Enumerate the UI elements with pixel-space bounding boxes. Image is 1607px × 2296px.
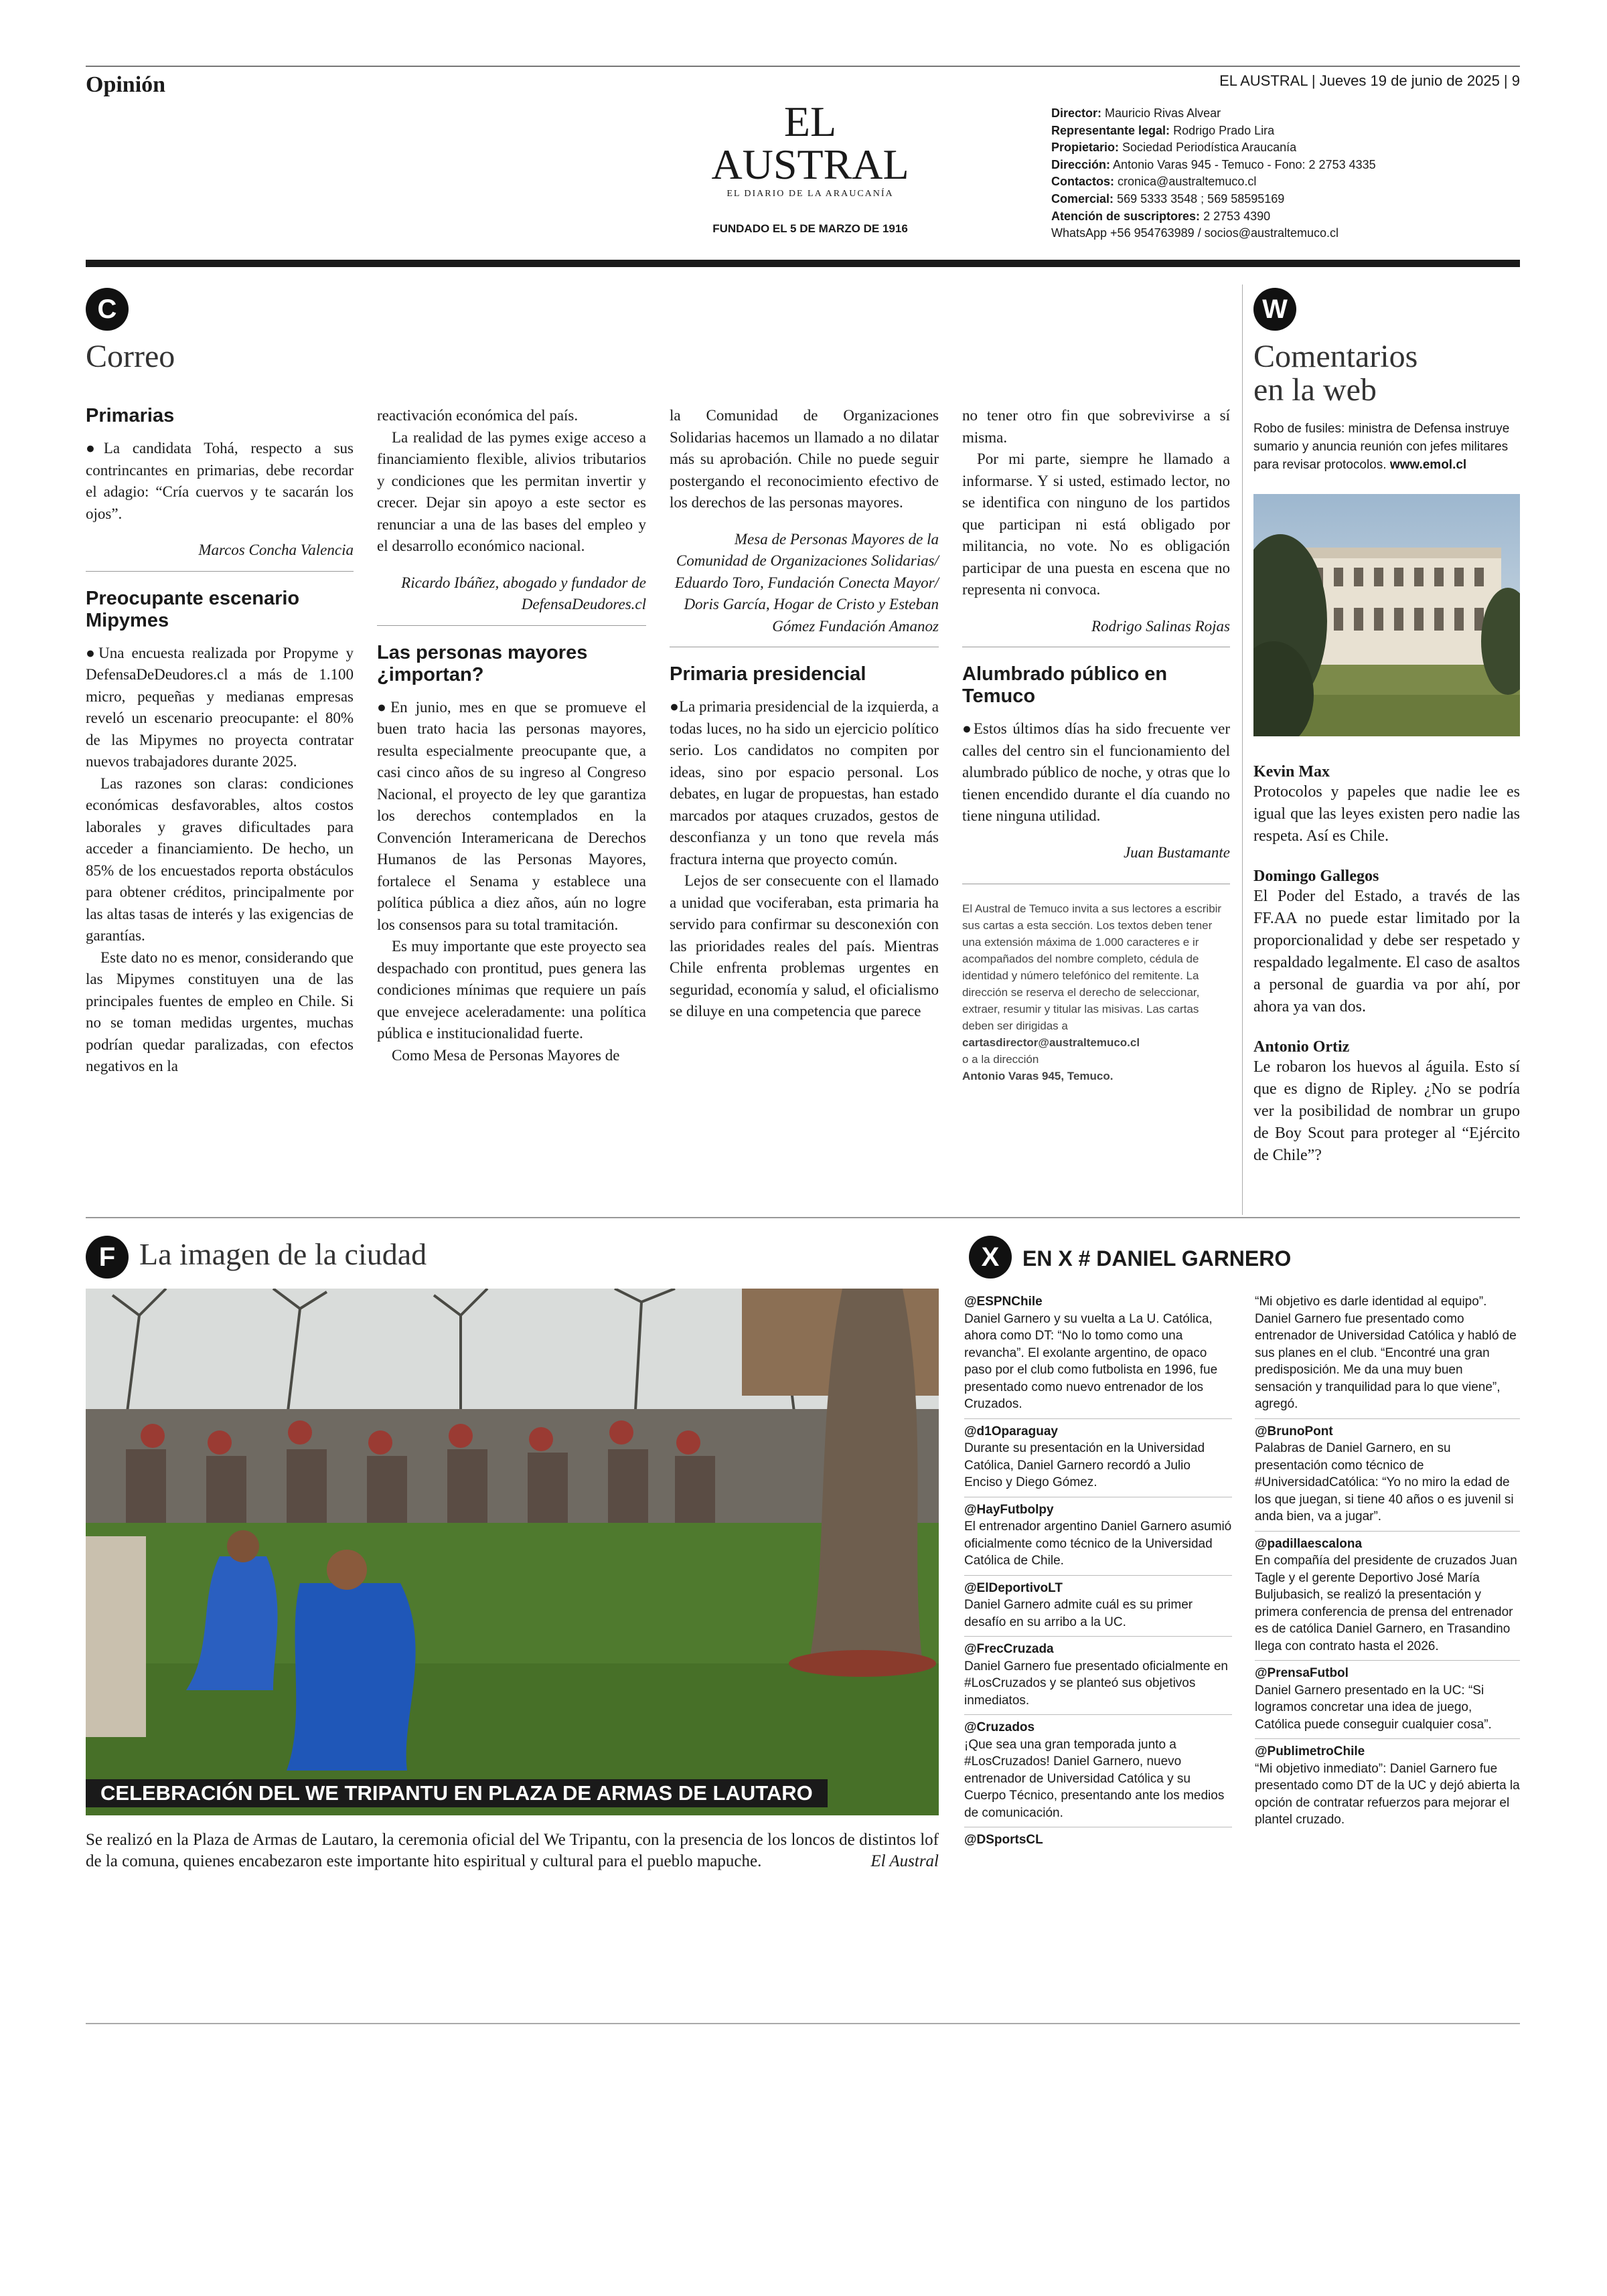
header-rule [86, 66, 1520, 67]
letter-paragraph: Es muy importante que este proyecto sea despachado con prontitud, pues genera las condiciones mínimas que requiere un país que envejece aceleradamente: una política pública e institucionalidad fuerte. [377, 938, 646, 1042]
web-lead: Robo de fusiles: ministra de Defensa instruye sumario y anuncia reunión con jefes militares para revisar protocolos. www.emol.cl [1253, 422, 1510, 472]
x-handle[interactable]: @HayFutbolpy [964, 1497, 1232, 1519]
dateline: EL AUSTRAL | Jueves 19 de junio de 2025 | 9 [1219, 72, 1520, 89]
letter-paragraph: reactivación económica del país. [377, 407, 579, 424]
letter-paragraph: Como Mesa de Personas Mayores de [392, 1046, 620, 1064]
comment-author: Antonio Ortiz [1253, 1038, 1350, 1056]
x-handle[interactable]: @Cruzados [964, 1714, 1232, 1736]
letter-paragraph: ●En junio, mes en que se promueve el buen trato hacia las personas mayores, resulta especialmente preocupante que, a casi cinco años de su ingreso al Congreso Nacional, el proyecto de ley que garantiza los derechos contemplados en la Convención Interamericana de Derechos Humanos de las Personas Mayores, fortalece el Senama y establece una política pública a diez años, aún no logre los consensos para su total tramitación. [377, 698, 646, 933]
x-post-text: El entrenador argentino Daniel Garnero asumió oficialmente como técnico de la Universidad Católica de Chile. [964, 1520, 1232, 1568]
masthead [683, 100, 937, 236]
web-source-link[interactable]: www.emol.cl [1389, 458, 1467, 472]
letter-separator [86, 571, 354, 572]
comment-author: Kevin Max [1253, 763, 1330, 781]
x-handle[interactable]: @PublimetroChile [1255, 1738, 1520, 1760]
x-handle[interactable]: @PrensaFutbol [1255, 1660, 1520, 1682]
comment-author: Domingo Gallegos [1253, 868, 1379, 885]
x-column-1 [964, 1293, 1232, 1849]
web-photo [1253, 494, 1520, 736]
x-post-text: En compañía del presidente de cruzados Juan Tagle y el gerente Deportivo José María Buljubasich, se realizó la presentación y primera conferencia de prensa del entrenador es de católica Daniel Garnero, en Trasandino llega con contrato hasta el 2026. [1255, 1554, 1517, 1653]
letter-paragraph: Por mi parte, siempre he llamado a informarse. Y si usted, estimado lector, no se identifica con ninguno de los partidos que participan ni está obligado por militancia, no vote. No es obligación participar de una puesta en escena que no representa ni convoca. [962, 450, 1230, 598]
letter-signature: Juan Bustamante [1123, 843, 1230, 861]
comment-text: El Poder del Estado, a través de las FF.AA no puede estar limitado por la proporcionalidad y debe ser respetado y respaldado legalmente. El caso de asaltos a personal de guardia va por ahí, por ahora ya van dos. [1253, 888, 1520, 1015]
x-handle[interactable]: @padillaescalona [1255, 1531, 1520, 1553]
imagen-title: La imagen de la ciudad [139, 1237, 427, 1271]
staff-line: Propietario: Sociedad Periodística Araucanía [1051, 141, 1297, 155]
letter-heading: Alumbrado público en Temuco [962, 663, 1168, 707]
web-comments [1253, 744, 1520, 1167]
photo-credit: El Austral [870, 1852, 939, 1870]
x-post-text: “Mi objetivo es darle identidad al equipo”. Daniel Garnero fue presentado como entrenador de Universidad Católica y habló de sus planes en el club. “Encontré una gran predisposición. Me da una muy buen sensación y tranquilidad para lo que viene”, agregó. [1255, 1295, 1517, 1411]
comment-text: Protocolos y papeles que nadie lee es igual que las leyes existen pero nadie las respeta. Así es Chile. [1253, 783, 1520, 845]
letter-paragraph: ●La candidata Tohá, respecto a sus contrincantes en primarias, debe recordar el adagio: “Cría cuervos y te sacarán los ojos”. [86, 440, 354, 522]
letter-signature: Rodrigo Salinas Rojas [1091, 617, 1230, 635]
x-badge-icon: X [969, 1236, 1012, 1279]
x-post-text: Daniel Garnero presentado en la UC: “Si logramos concretar una idea de juego, Católica puede conseguir cualquier cosa”. [1255, 1683, 1492, 1732]
x-section-title: EN X # DANIEL GARNERO [1022, 1246, 1292, 1270]
letter-paragraph: la Comunidad de Organizaciones Solidarias hacemos un llamado a no dilatar más su aprobación. Chile no puede seguir postergando el reconocimiento efectivo de los derechos de las personas mayores. [670, 407, 939, 511]
letter-heading: Primarias [86, 405, 175, 426]
staff-line: Dirección: Antonio Varas 945 - Temuco - Fono: 2 2753 4335 [1051, 157, 1376, 171]
thick-rule [86, 260, 1520, 267]
letter-signature: Mesa de Personas Mayores de la Comunidad de Organizaciones Solidarias/ Eduardo Toro, Fundación Conecta Mayor/ Doris García, Hogar de Cristo y Esteban Gómez Fundación Amanoz [674, 530, 939, 635]
staff-line: Comercial: 569 5333 3548 ; 569 58595169 [1051, 191, 1285, 206]
staff-box [1051, 105, 1520, 242]
x-handle[interactable]: @DSportsCL [964, 1827, 1232, 1849]
x-post-text: Palabras de Daniel Garnero, en su presentación como técnico de #UniversidadCatólica: “Yo no miro la edad de los que juegan, si tiene 40 años o es juvenil si anda bien, va a jugar”. [1255, 1441, 1514, 1524]
web-badge-icon: W [1253, 288, 1296, 331]
x-post-text: Daniel Garnero y su vuelta a La U. Católica, ahora como DT: “No lo tomo como una revancha”. El exolante argentino, de opaco paso por el club como futbolista en 1996, fue presentado como nuevo entrenador de los Cruzados. [964, 1311, 1218, 1411]
letter-signature: Marcos Concha Valencia [198, 542, 354, 558]
masthead-name: EL AUSTRAL [711, 98, 909, 188]
x-handle[interactable]: @FrecCruzada [964, 1636, 1232, 1658]
letter-separator [377, 625, 646, 626]
letter-heading: Primaria presidencial [670, 663, 866, 685]
column-divider [1242, 284, 1243, 1215]
founded-line: FUNDADO EL 5 DE MARZO DE 1916 [712, 222, 908, 235]
letter-signature: Ricardo Ibáñez, abogado y fundador de DefensaDeudores.cl [401, 574, 646, 612]
section-rule [86, 1217, 1520, 1218]
correo-column-4 [962, 405, 1230, 1084]
x-column-2 [1255, 1293, 1520, 1829]
staff-line: Director: Mauricio Rivas Alvear [1051, 106, 1221, 120]
correo-badge-icon: C [86, 288, 129, 331]
x-handle[interactable]: @BrunoPont [1255, 1418, 1520, 1441]
x-post-text: Daniel Garnero admite cuál es su primer desafío en su arribo a la UC. [964, 1598, 1193, 1629]
x-post-text: ¡Que sea una gran temporada junto a #LosCruzados! Daniel Garnero, nuevo entrenador de Universidad Católica y su Cuerpo Técnico, presentando ante los medios de comunicación. [964, 1737, 1225, 1820]
imagen-badge-icon: F [86, 1236, 129, 1279]
photo-caption: Se realizó en la Plaza de Armas de Lautaro, la ceremonia oficial del We Tripantu, con la presencia de los loncos de distintos lof de la comuna, quienes encabezaron este importante hito espiritual y cultural para el pueblo mapuche. El Austral [86, 1829, 939, 1872]
correo-title: Correo [86, 339, 175, 374]
correo-column-1 [86, 405, 354, 1078]
correo-column-2 [377, 405, 646, 1066]
x-post-text: Durante su presentación en la Universidad Católica, Daniel Garnero recordó a Julio Enciso y Diego Gómez. [964, 1441, 1205, 1489]
x-handle[interactable]: @ElDeportivoLT [964, 1575, 1232, 1597]
letter-paragraph: no tener otro fin que sobrevivirse a sí misma. [962, 407, 1230, 446]
letter-paragraph: Las razones son claras: condiciones económicas desfavorables, altos costos laborales y graves dificultades para acceder a financiamiento. De hecho, un 85% de los encuestados reporta obstáculos para obtener créditos, principalmente por las altas tasas de interés y las exigencias de garantías. [86, 774, 354, 944]
letter-paragraph: ●La primaria presidencial de la izquierda, a todas luces, no ha sido un ejercicio político serio. Los candidatos no compiten por ideas, sino por espacio personal. Los debates, en lugar de propuestas, han estado marcados por ataques cruzados, gestos de desconfianza y un tono que revela más fractura interna que proyecto común. [670, 698, 939, 868]
letter-paragraph: ●Estos últimos días ha sido frecuente ver calles del centro sin el funcionamiento del alumbrado público de noche, y otras que lo tienen encendido durante el día cuando no tiene ninguna utilidad. [962, 720, 1230, 824]
x-handle[interactable]: @ESPNChile [964, 1295, 1043, 1309]
staff-line: Representante legal: Rodrigo Prado Lira [1051, 123, 1275, 137]
letter-paragraph: ●Una encuesta realizada por Propyme y DefensaDeDeudores.cl a más de 1.100 micro, pequeñas y medianas empresas reveló un escenario preocupante: el 80% de las Mipymes no proyecta contratar nuevos trabajadores durante 2025. [86, 644, 354, 770]
letter-paragraph: Este dato no es menor, considerando que las Mipymes constituyen una de las principales fuentes de empleo en Chile. Si no se toman medidas urgentes, muchas podrían quedar paralizadas, con efectos negativos en la [86, 949, 354, 1074]
section-title: Opinión [86, 72, 166, 97]
notice-email[interactable]: cartasdirector@australtemuco.cl [962, 1036, 1140, 1049]
staff-line: WhatsApp +56 954763989 / socios@australtemuco.cl [1051, 226, 1339, 240]
staff-line: Atención de suscriptores: 2 2753 4390 [1051, 209, 1271, 223]
comment-text: Le robaron los huevos al águila. Esto sí que es digno de Ripley. ¿No se podría ver la posibilidad de nombrar un grupo de Boy Scout para proteger al “Ejército de Chile”? [1253, 1058, 1520, 1164]
x-handle[interactable]: @d1Oparaguay [964, 1418, 1232, 1441]
correo-column-3 [670, 405, 939, 1023]
x-post-text: Daniel Garnero fue presentado oficialmente en #LosCruzados y se planteó sus objetivos inmediatos. [964, 1659, 1228, 1708]
letter-paragraph: Lejos de ser consecuente con el llamado a unidad que vociferaban, esta primaria ha servido para confirmar su desconexión con las prioridades reales del país. Mientras Chile enfrenta problemas urgentes en seguridad, economía y salud, el oficialismo se diluye en una competencia que parece [670, 872, 939, 1019]
letter-heading: Preocupante escenario Mipymes [86, 587, 300, 631]
letter-paragraph: La realidad de las pymes exige acceso a financiamiento flexible, alivios tributarios y condiciones que les permitan invertir y crecer. Dejar sin apoyo a este sector es renunciar a una de las bases del empleo y el desarrollo económico nacional. [377, 428, 646, 554]
photo-banner: CELEBRACIÓN DEL WE TRIPANTU EN PLAZA DE ARMAS DE LAUTARO [86, 1779, 828, 1807]
letters-notice: El Austral de Temuco invita a sus lectores a escribir sus cartas a esta sección. Los textos deben tener una extensión máxima de 1.000 caracteres e ir acompañados del nombre completo, cédula de identidad y número telefónico del remitente. La dirección se reserva el derecho de seleccionar, extraer, resumir y titular las misivas. Las cartas deben ser dirigidas a cartasdirector@australtemuco.cl o a la dirección Antonio Varas 945, Temuco. [962, 902, 1222, 1082]
web-title: Comentarios en la web [1253, 339, 1418, 408]
masthead-tagline: EL DIARIO DE LA ARAUCANÍA [726, 189, 894, 199]
footer-rule [86, 2023, 1520, 2024]
x-post-text: “Mi objetivo inmediato”: Daniel Garnero fue presentado como DT de la UC y dejó abierta la opción de contratar refuerzos para mejorar el plantel cruzado. [1255, 1761, 1520, 1827]
staff-line: Contactos: cronica@australtemuco.cl [1051, 175, 1257, 189]
city-photo [86, 1289, 939, 1815]
letter-heading: Las personas mayores ¿importan? [377, 641, 588, 685]
